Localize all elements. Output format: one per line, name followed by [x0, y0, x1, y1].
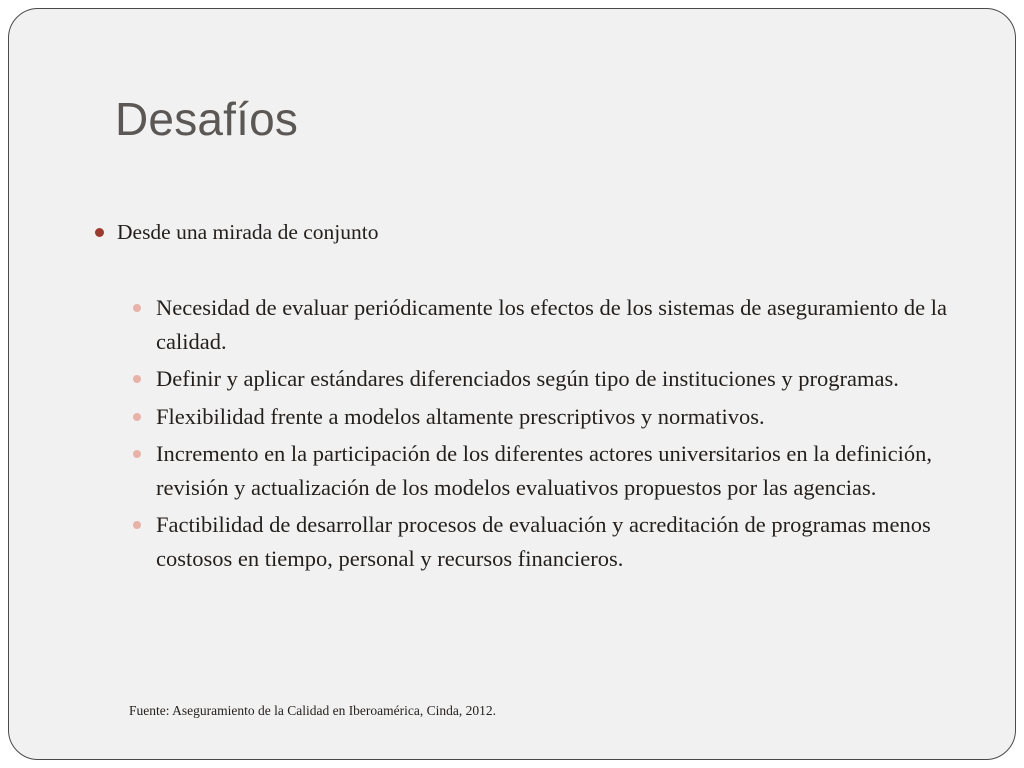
subbullet-dot-icon [133, 521, 141, 529]
subbullet-list [95, 291, 975, 575]
subbullet-item [147, 508, 975, 575]
subbullet-item [147, 291, 975, 358]
subbullet-text: Necesidad de evaluar periódicamente los efectos de los sistemas de aseguramiento de la calidad. [156, 295, 947, 354]
subbullet-text: Incremento en la participación de los diferentes actores universitarios en la definición, revisión y actualización de los modelos evaluativos propuestos por las agencias. [156, 441, 932, 500]
subbullet-text: Factibilidad de desarrollar procesos de evaluación y acreditación de programas menos costosos en tiempo, personal y recursos financieros. [156, 512, 931, 571]
subbullet-item [147, 362, 975, 396]
subbullet-item [147, 400, 975, 434]
subbullet-item [147, 437, 975, 504]
bullet-dot-icon [95, 228, 104, 237]
bullet-text: Desde una mirada de conjunto [117, 220, 379, 244]
subbullet-dot-icon [133, 304, 141, 312]
slide-title: Desafíos [115, 93, 299, 145]
bullet-list [95, 215, 975, 579]
source-citation: Fuente: Aseguramiento de la Calidad en Iberoamérica, Cinda, 2012. [129, 703, 497, 718]
subbullet-dot-icon [133, 375, 141, 383]
bullet-item [95, 215, 975, 249]
subbullet-text: Definir y aplicar estándares diferenciados según tipo de instituciones y programas. [156, 366, 899, 391]
subbullet-dot-icon [133, 413, 141, 421]
subbullet-text: Flexibilidad frente a modelos altamente prescriptivos y normativos. [156, 403, 765, 429]
subbullet-dot-icon [133, 450, 141, 458]
slide-frame [8, 8, 1016, 760]
